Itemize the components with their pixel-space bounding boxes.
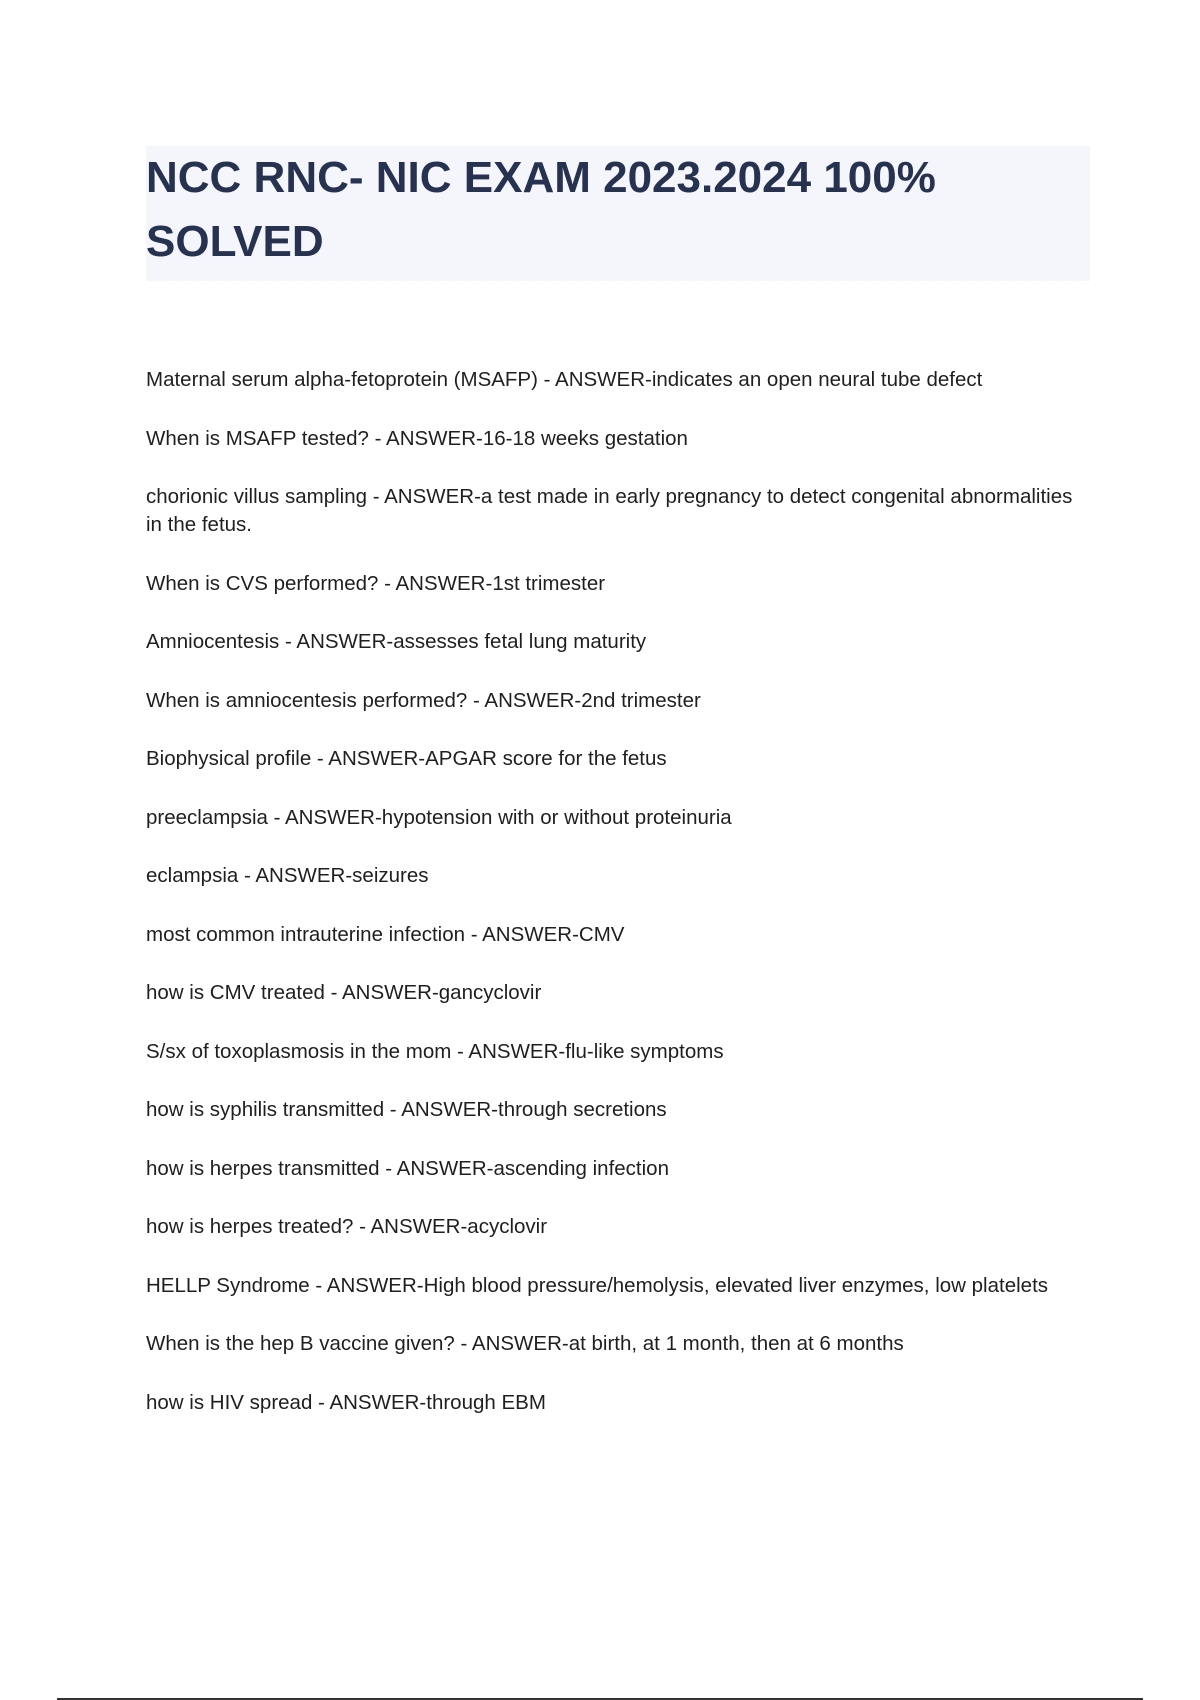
qa-item: how is syphilis transmitted - ANSWER-through secretions [146, 1098, 667, 1121]
qa-item: Biophysical profile - ANSWER-APGAR score for the fetus [146, 747, 667, 770]
qa-list [146, 366, 1090, 1447]
qa-item: When is amniocentesis performed? - ANSWER-2nd trimester [146, 688, 701, 712]
qa-item: When is MSAFP tested? - ANSWER-16-18 weeks gestation [146, 426, 688, 450]
qa-item: HELLP Syndrome - ANSWER-High blood pressure/hemolysis, elevated liver enzymes, low platelets [146, 1273, 1049, 1297]
qa-item: how is HIV spread - ANSWER-through EBM [146, 1390, 546, 1414]
qa-item: Maternal serum alpha-fetoprotein (MSAFP) - ANSWER-indicates an open neural tube defect [146, 368, 983, 391]
qa-item: how is herpes transmitted - ANSWER-ascending infection [146, 1156, 669, 1180]
qa-item: preeclampsia - ANSWER-hypotension with or without proteinuria [146, 805, 732, 829]
qa-item: how is CMV treated - ANSWER-gancyclovir [146, 981, 542, 1004]
qa-item: eclampsia - ANSWER-seizures [146, 864, 429, 887]
qa-item: how is herpes treated? - ANSWER-acyclovir [146, 1215, 548, 1238]
qa-item: Amniocentesis - ANSWER-assesses fetal lung maturity [146, 630, 647, 653]
qa-item: chorionic villus sampling - ANSWER-a test made in early pregnancy to detect congenital abnormalities in the fetus. [146, 485, 1073, 536]
qa-item: S/sx of toxoplasmosis in the mom - ANSWER-flu-like symptoms [146, 1039, 724, 1063]
qa-item: When is CVS performed? - ANSWER-1st trimester [146, 571, 606, 595]
qa-item: most common intrauterine infection - ANSWER-CMV [146, 922, 625, 946]
page-title: NCC RNC- NIC EXAM 2023.2024 100% SOLVED [146, 153, 936, 266]
qa-item: When is the hep B vaccine given? - ANSWER-at birth, at 1 month, then at 6 months [146, 1332, 904, 1355]
title-block [146, 146, 1090, 281]
